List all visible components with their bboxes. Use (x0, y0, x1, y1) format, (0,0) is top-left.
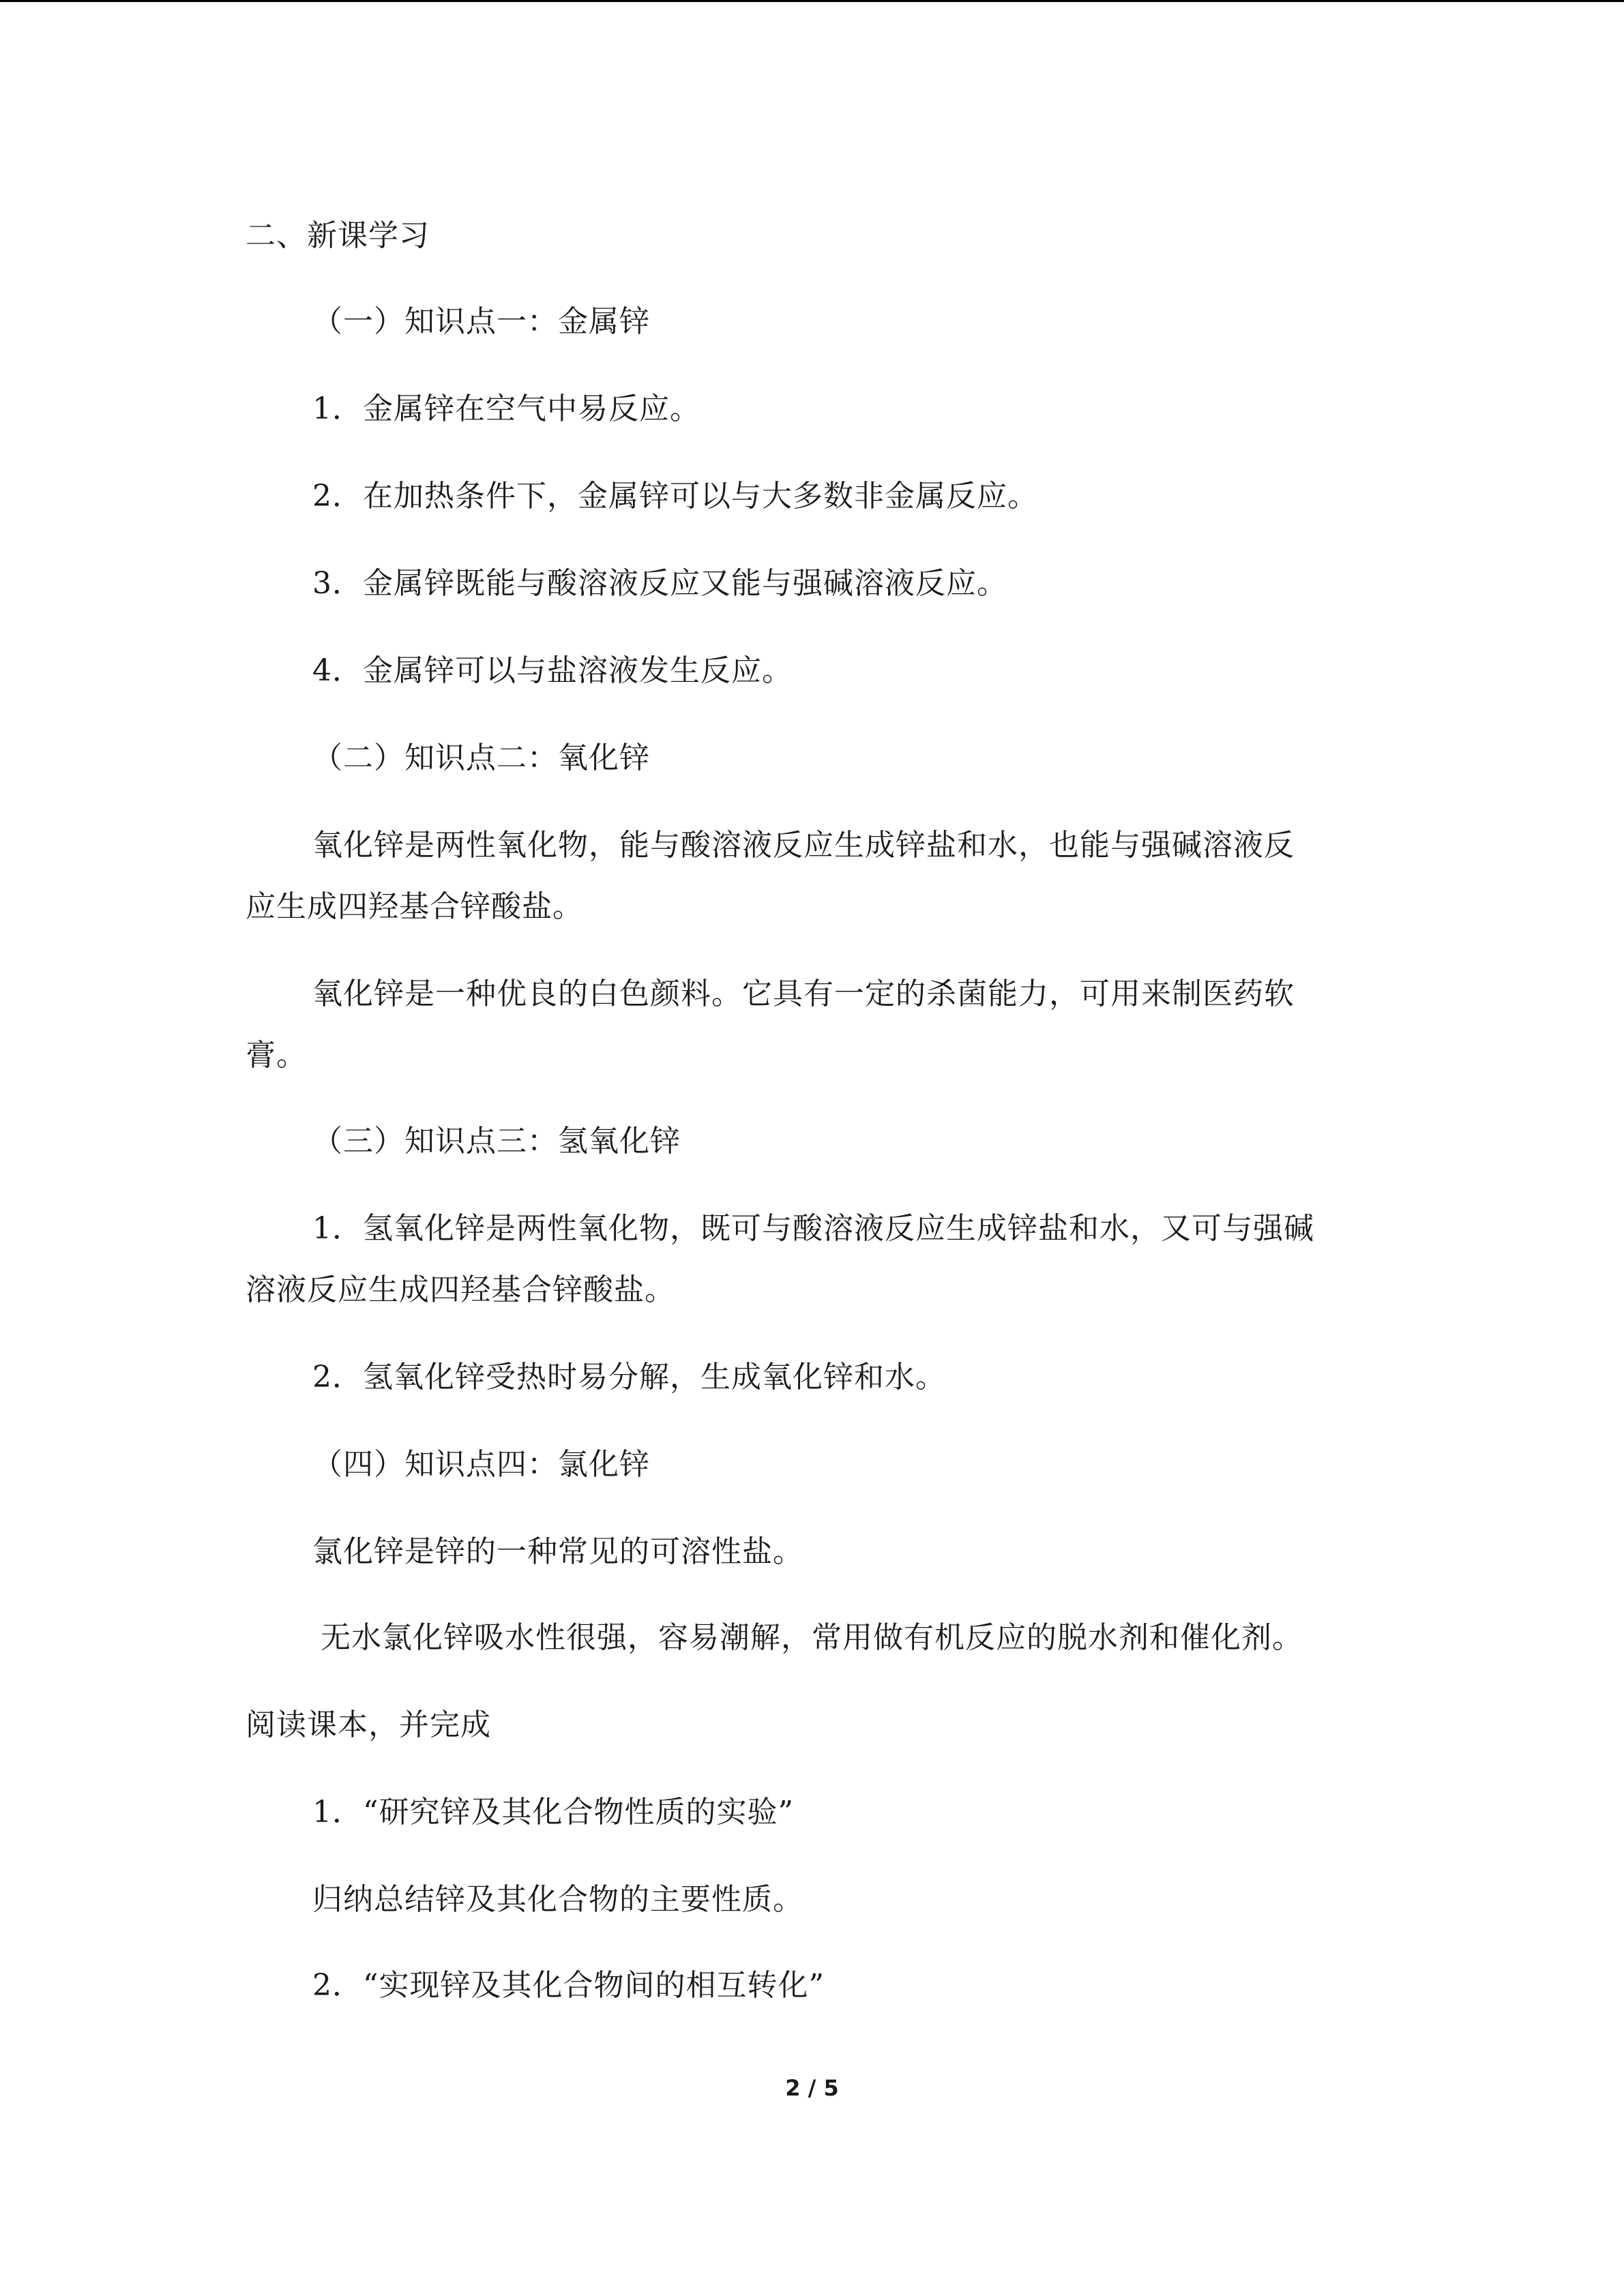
kp2-paragraph-2-line-1: 氧化锌是一种优良的白色颜料。它具有一定的杀菌能力，可用来制医药软 (312, 976, 1295, 1011)
kp4-paragraph-1: 氯化锌是锌的一种常见的可溶性盐。 (312, 1534, 803, 1569)
kp3-item-1-line-2: 溶液反应生成四羟基合锌酸盐。 (246, 1272, 675, 1307)
kp1-item-2: 2．在加热条件下，金属锌可以与大多数非金属反应。 (312, 479, 1038, 513)
task-2: 2．“实现锌及其化合物间的相互转化” (312, 1968, 825, 2003)
kp2-paragraph-1-line-1: 氧化锌是两性氧化物，能与酸溶液反应生成锌盐和水，也能与强碱溶液反 (312, 828, 1295, 863)
kp1-item-4: 4．金属锌可以与盐溶液发生反应。 (312, 653, 793, 688)
section-title: 二、新课学习 (246, 218, 430, 253)
kp2-paragraph-2-line-2: 膏。 (246, 1038, 307, 1073)
page-number: 2 / 5 (785, 2075, 839, 2101)
kp1-heading: （一）知识点一：金属锌 (312, 304, 650, 339)
reading-prompt: 阅读课本，并完成 (246, 1708, 491, 1742)
kp3-item-1-line-1: 1．氢氧化锌是两性氧化物，既可与酸溶液反应生成锌盐和水，又可与强碱 (312, 1211, 1314, 1246)
kp2-heading: （二）知识点二：氧化锌 (312, 741, 650, 775)
kp4-heading: （四）知识点四：氯化锌 (312, 1447, 650, 1482)
kp4-paragraph-2: 无水氯化锌吸水性很强，容易潮解，常用做有机反应的脱水剂和催化剂。 (321, 1620, 1303, 1655)
kp1-item-3: 3．金属锌既能与酸溶液反应又能与强碱溶液反应。 (312, 566, 1007, 601)
task-1-description: 归纳总结锌及其化合物的主要性质。 (312, 1882, 803, 1917)
kp1-item-1: 1．金属锌在空气中易反应。 (312, 391, 700, 426)
task-1: 1．“研究锌及其化合物性质的实验” (312, 1795, 794, 1830)
kp3-heading: （三）知识点三：氢氧化锌 (312, 1124, 681, 1159)
kp3-item-2: 2．氢氧化锌受热时易分解，生成氧化锌和水。 (312, 1360, 946, 1395)
kp2-paragraph-1-line-2: 应生成四羟基合锌酸盐。 (246, 889, 583, 924)
